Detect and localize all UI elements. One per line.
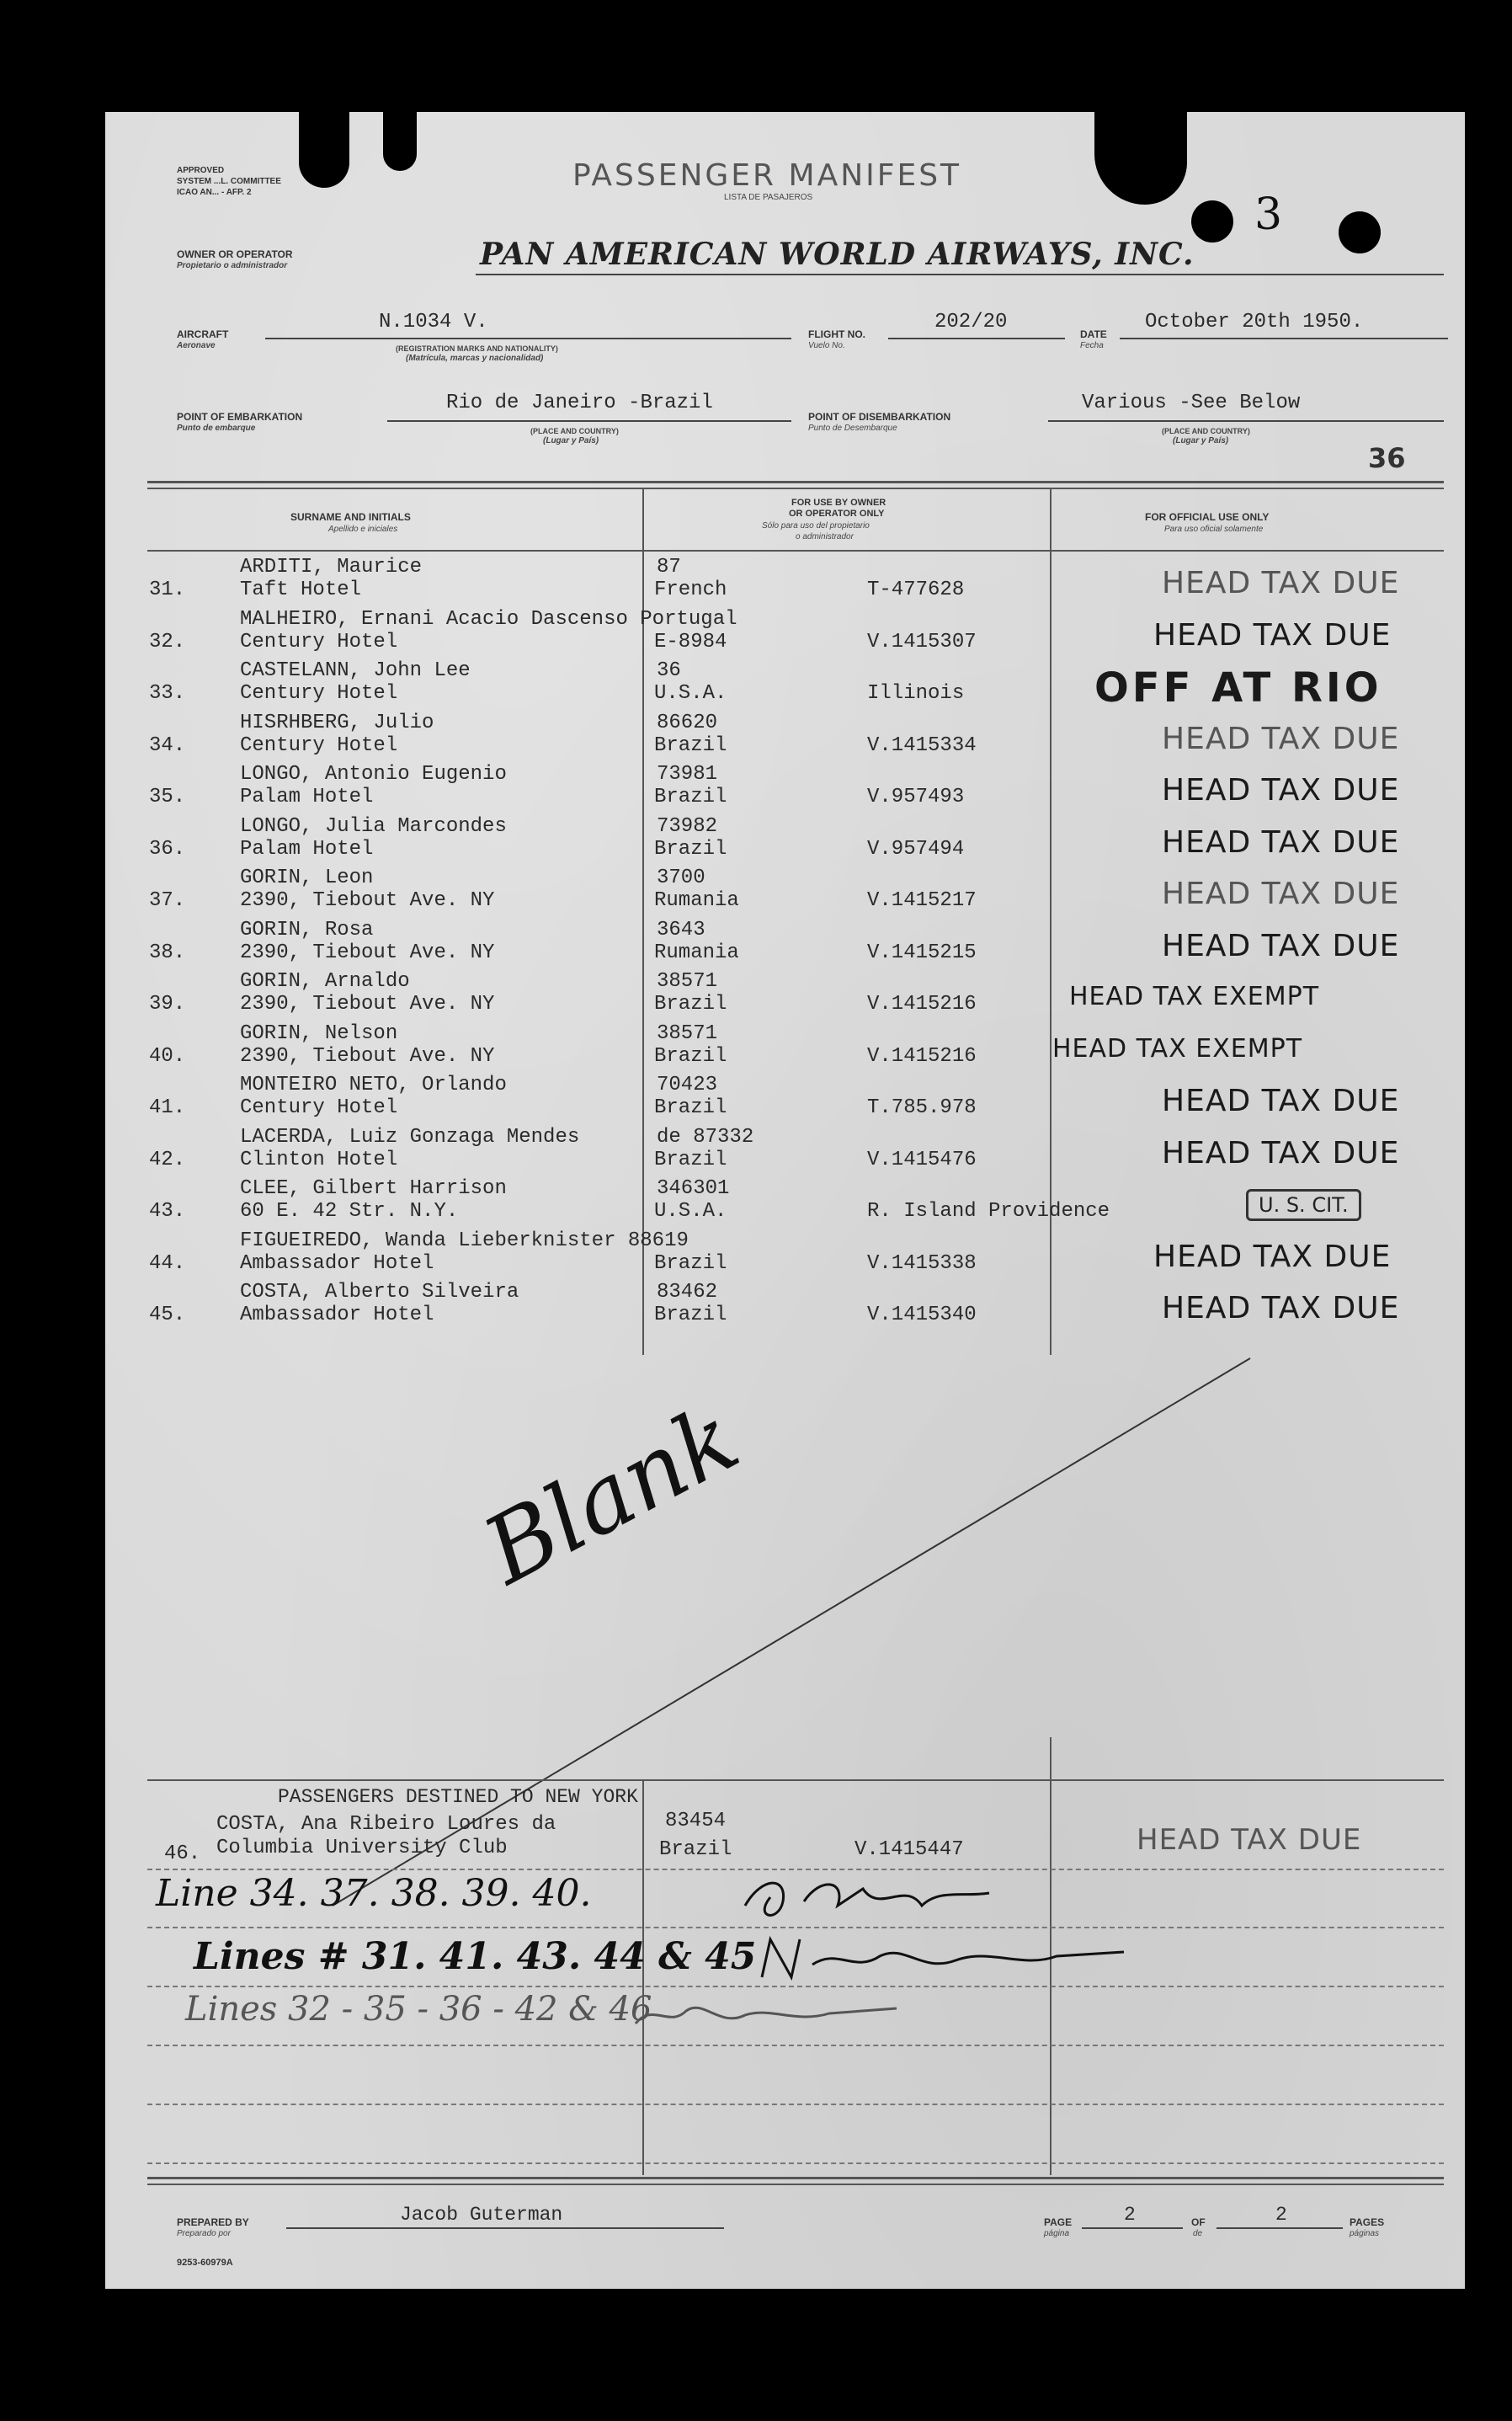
row-number: 38. [149, 941, 186, 964]
date-label: DATE [1080, 328, 1107, 340]
passenger-name: GORIN, Nelson [240, 1021, 398, 1045]
nationality: French [654, 579, 727, 601]
official-stamp: HEAD TAX EXEMPT [1052, 1033, 1303, 1064]
row-number: 32. [149, 630, 186, 653]
aircraft-value: N.1034 V. [379, 311, 488, 333]
nationality: Brazil [654, 786, 727, 808]
table-row [105, 815, 1465, 867]
of-label: OF [1191, 2216, 1206, 2228]
col-owner-header-1: FOR USE BY OWNER [791, 498, 886, 508]
visa-number: V.1415215 [867, 941, 977, 964]
passenger-address: 2390, Tiebout Ave. NY [240, 1044, 495, 1068]
document-number: 3643 [657, 918, 705, 941]
nationality: Brazil [654, 1096, 727, 1119]
visa-number: V.1415476 [867, 1148, 977, 1171]
passenger-name: FIGUEIREDO, Wanda Lieberknister 88619 [240, 1229, 689, 1252]
page-label-es: página [1044, 2229, 1070, 2238]
pages-value: 2 [1275, 2204, 1287, 2226]
passenger-name: CLEE, Gilbert Harrison [240, 1177, 507, 1200]
passenger-name: LONGO, Antonio Eugenio [240, 763, 507, 786]
aircraft-sub-es: (Matrícula, marcas y nacionalidad) [406, 354, 544, 363]
passenger-name: HISRHBERG, Julio [240, 711, 434, 734]
torn-hole-top-left [299, 95, 349, 188]
disembark-value: Various -See Below [1082, 392, 1301, 414]
visa-number: V.1415216 [867, 1044, 977, 1068]
flight-label-es: Vuelo No. [808, 341, 845, 350]
document-number: 346301 [657, 1177, 730, 1200]
embark-place-sub-es: (Lugar y País) [543, 436, 599, 445]
passenger-name: MONTEIRO NETO, Orlando [240, 1074, 507, 1096]
document-number: 73982 [657, 814, 718, 838]
signature-3 [627, 1990, 913, 2040]
visa-number: V.957494 [867, 837, 965, 861]
document-number: 70423 [657, 1074, 718, 1096]
passenger-address: Palam Hotel [240, 837, 374, 861]
punch-hole-2 [1339, 211, 1381, 253]
page-title-es: LISTA DE PASAJEROS [724, 193, 813, 202]
table-row [105, 1074, 1465, 1126]
passenger-address: 2390, Tiebout Ave. NY [240, 993, 495, 1016]
passenger-name: LONGO, Julia Marcondes [240, 814, 507, 838]
passenger-address: 2390, Tiebout Ave. NY [240, 889, 495, 912]
official-stamp: HEAD TAX DUE [1162, 928, 1400, 963]
col-owner-header-2: OR OPERATOR ONLY [789, 509, 885, 519]
pages-label-es: páginas [1350, 2229, 1380, 2238]
official-stamp: HEAD TAX DUE [1162, 721, 1400, 756]
ny-row-num: 46. [164, 1842, 201, 1865]
note-line-1: Line 34. 37. 38. 39. 40. [156, 1872, 592, 1915]
official-stamp: HEAD TAX DUE [1153, 1239, 1392, 1274]
row-number: 42. [149, 1148, 186, 1171]
pages-label: PAGES [1350, 2216, 1385, 2228]
passenger-address: 2390, Tiebout Ave. NY [240, 941, 495, 964]
document-number: 38571 [657, 1021, 718, 1045]
passenger-count: 36 [1368, 442, 1406, 474]
passenger-address: Taft Hotel [240, 579, 362, 601]
row-number: 43. [149, 1200, 186, 1223]
visa-number: V.957493 [867, 786, 965, 808]
col-owner-header-es-2: o administrador [796, 532, 854, 541]
official-stamp: HEAD TAX DUE [1162, 1135, 1400, 1171]
row-number: 34. [149, 733, 186, 757]
aircraft-label: AIRCRAFT [177, 328, 229, 340]
document-number: 86620 [657, 711, 718, 734]
row-number: 31. [149, 579, 186, 601]
date-label-es: Fecha [1080, 341, 1104, 350]
table-row [105, 1177, 1465, 1229]
visa-number: V.1415338 [867, 1251, 977, 1275]
col-official-header: FOR OFFICIAL USE ONLY [1145, 511, 1270, 523]
visa-number: V.1415334 [867, 733, 977, 757]
prepared-label: PREPARED BY [177, 2216, 249, 2228]
nationality: Brazil [654, 1148, 727, 1171]
official-stamp: U. S. CIT. [1246, 1189, 1361, 1221]
nationality: Brazil [654, 993, 727, 1016]
nationality: Rumania [654, 941, 739, 964]
visa-number: T-477628 [867, 579, 965, 601]
passenger-name: GORIN, Leon [240, 867, 374, 889]
hand-blank: Blank [467, 1384, 755, 1606]
page-value: 2 [1124, 2204, 1136, 2226]
passenger-address: 60 E. 42 Str. N.Y. [240, 1200, 459, 1223]
manifest-page [105, 112, 1465, 2289]
nationality: Brazil [654, 733, 727, 757]
note-line-2: Lines # 31. 41. 43. 44 & 45 [194, 1935, 757, 1978]
passenger-name: MALHEIRO, Ernani Acacio Dascenso Portugal [240, 607, 737, 631]
table-row [105, 1281, 1465, 1333]
row-number: 35. [149, 786, 186, 808]
disembark-place-sub-es: (Lugar y País) [1173, 436, 1229, 445]
punch-hole-1 [1191, 200, 1233, 243]
prepared-label-es: Preparado por [177, 2229, 231, 2238]
embark-place-sub: (PLACE AND COUNTRY) [530, 427, 619, 435]
document-number: de 87332 [657, 1125, 754, 1149]
page-label: PAGE [1044, 2216, 1073, 2228]
official-stamp: HEAD TAX DUE [1162, 824, 1400, 860]
row-number: 39. [149, 993, 186, 1016]
official-stamp: HEAD TAX DUE [1162, 877, 1400, 911]
passenger-name: ARDITI, Maurice [240, 556, 423, 579]
disembark-label: POINT OF DISEMBARKATION [808, 411, 951, 423]
nationality: U.S.A. [654, 682, 727, 705]
visa-number: R. Island Providence [867, 1200, 1110, 1223]
table-row [105, 1126, 1465, 1178]
table-row [105, 970, 1465, 1022]
row-number: 41. [149, 1096, 186, 1119]
document-number: 38571 [657, 970, 718, 993]
official-stamp: HEAD TAX DUE [1162, 1084, 1400, 1118]
visa-number: V.1415216 [867, 993, 977, 1016]
embark-value: Rio de Janeiro -Brazil [446, 392, 713, 414]
prepared-by-value: Jacob Guterman [400, 2204, 563, 2226]
official-stamp: HEAD TAX DUE [1153, 617, 1392, 653]
table-row [105, 1022, 1465, 1075]
ny-row-doc: 83454 [665, 1810, 727, 1832]
signature-1 [737, 1872, 1040, 1931]
date-value: October 20th 1950. [1145, 311, 1364, 333]
row-number: 36. [149, 837, 186, 861]
ny-row-country: Brazil [659, 1838, 732, 1861]
passenger-name: LACERDA, Luiz Gonzaga Mendes [240, 1125, 580, 1149]
passenger-address: Century Hotel [240, 630, 398, 653]
owner-label-es: Propietario o administrador [177, 261, 288, 270]
passenger-address: Century Hotel [240, 733, 398, 757]
passenger-name: GORIN, Rosa [240, 918, 374, 941]
row-number: 37. [149, 889, 186, 912]
col-surname-header-es: Apellido e iniciales [328, 525, 398, 534]
nationality: U.S.A. [654, 1200, 727, 1223]
nationality: Brazil [654, 1304, 727, 1326]
table-row [105, 556, 1465, 608]
row-number: 44. [149, 1251, 186, 1275]
disembark-place-sub: (PLACE AND COUNTRY) [1162, 427, 1250, 435]
ny-heading: PASSENGERS DESTINED TO NEW YORK [278, 1786, 638, 1808]
owner-label: OWNER OR OPERATOR [177, 248, 293, 260]
table-row [105, 659, 1465, 712]
ny-row-name: COSTA, Ana Ribeiro Loures da [216, 1813, 556, 1836]
passenger-address: Palam Hotel [240, 786, 374, 808]
visa-number: Illinois [867, 682, 965, 705]
company-name: PAN AMERICAN WORLD AIRWAYS, INC. [480, 237, 1195, 272]
visa-number: T.785.978 [867, 1096, 977, 1119]
document-number: 36 [657, 659, 681, 682]
note-line-3: Lines 32 - 35 - 36 - 42 & 46 [185, 1990, 652, 2029]
passenger-address: Century Hotel [240, 1096, 398, 1119]
table-row [105, 712, 1465, 764]
official-stamp: OFF AT RIO [1094, 664, 1382, 712]
document-number: 87 [657, 556, 681, 579]
embark-label: POINT OF EMBARKATION [177, 411, 303, 423]
document-number: 73981 [657, 763, 718, 786]
nationality: Rumania [654, 889, 739, 912]
visa-number: V.1415307 [867, 630, 977, 653]
passenger-address: Ambassador Hotel [240, 1251, 434, 1275]
flight-label: FLIGHT NO. [808, 328, 865, 340]
torn-hole-top-left-2 [383, 104, 417, 171]
nationality: E-8984 [654, 630, 727, 653]
signature-2 [753, 1931, 1141, 1990]
nationality: Brazil [654, 1251, 727, 1275]
official-stamp: HEAD TAX DUE [1162, 773, 1400, 808]
disembark-label-es: Punto de Desembarque [808, 424, 897, 433]
table-row [105, 1229, 1465, 1282]
passenger-name: COSTA, Alberto Silveira [240, 1281, 519, 1304]
embark-label-es: Punto de embarque [177, 424, 256, 433]
row-number: 45. [149, 1304, 186, 1326]
ny-row-address: Columbia University Club [216, 1837, 508, 1859]
form-number: 9253-60979A [177, 2258, 233, 2268]
approval-line-1: APPROVED [177, 166, 225, 175]
approval-line-3: ICAO AN... - AFP. 2 [177, 188, 252, 197]
of-label-es: de [1193, 2229, 1203, 2238]
aircraft-sub: (REGISTRATION MARKS AND NATIONALITY) [396, 344, 558, 353]
table-row [105, 608, 1465, 660]
nationality: Brazil [654, 837, 727, 861]
document-number: 83462 [657, 1281, 718, 1304]
document-number: 3700 [657, 867, 705, 889]
passenger-name: GORIN, Arnaldo [240, 970, 410, 993]
approval-line-2: SYSTEM ...L. COMMITTEE [177, 177, 281, 186]
passenger-name: CASTELANN, John Lee [240, 659, 471, 682]
ny-row-stamp: HEAD TAX DUE [1137, 1823, 1362, 1857]
visa-number: V.1415340 [867, 1304, 977, 1326]
flight-value: 202/20 [934, 311, 1008, 333]
table-row [105, 919, 1465, 971]
official-stamp: HEAD TAX DUE [1162, 1291, 1400, 1325]
hand-page-number: 3 [1254, 189, 1283, 240]
aircraft-label-es: Aeronave [177, 341, 216, 350]
page-title: PASSENGER MANIFEST [572, 158, 962, 193]
nationality: Brazil [654, 1044, 727, 1068]
row-number: 40. [149, 1044, 186, 1068]
official-stamp: HEAD TAX EXEMPT [1069, 982, 1320, 1011]
official-stamp: HEAD TAX DUE [1162, 566, 1400, 600]
visa-number: V.1415217 [867, 889, 977, 912]
torn-hole-top-right [1094, 104, 1187, 205]
table-row [105, 763, 1465, 815]
table-row [105, 867, 1465, 919]
col-owner-header-es-1: Sólo para uso del propietario [762, 521, 870, 531]
passenger-address: Ambassador Hotel [240, 1304, 434, 1326]
col-surname-header: SURNAME AND INITIALS [290, 511, 411, 523]
ny-row-visa: V.1415447 [854, 1838, 964, 1861]
col-official-header-es: Para uso oficial solamente [1164, 525, 1264, 534]
passenger-address: Clinton Hotel [240, 1148, 398, 1171]
passenger-address: Century Hotel [240, 682, 398, 705]
row-number: 33. [149, 682, 186, 705]
